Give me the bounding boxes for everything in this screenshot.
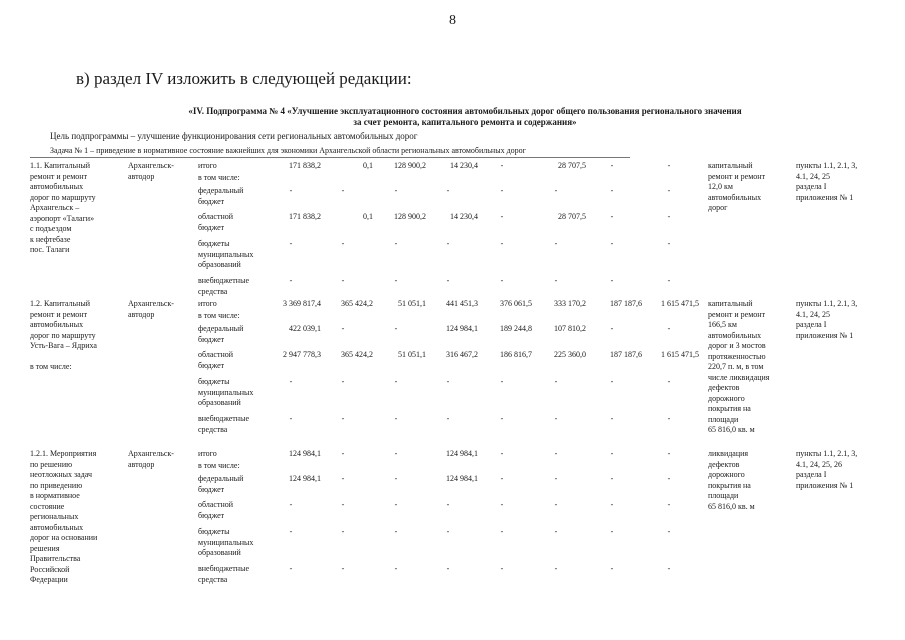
measure-name-line: Архангельск – xyxy=(30,203,80,212)
empty-value-dash: - xyxy=(446,527,450,536)
funding-source-label: итого xyxy=(198,449,217,458)
empty-value-dash: - xyxy=(446,276,450,285)
empty-value-dash: - xyxy=(667,324,671,333)
expected-result-line: капитальный xyxy=(708,299,753,308)
funding-source-label: в том числе: xyxy=(198,311,240,320)
funding-source-label: средства xyxy=(198,424,228,434)
amount-cell: 171 838,2 xyxy=(289,161,321,170)
measure-name-line: автомобильных xyxy=(30,320,84,329)
amount-cell: 14 230,4 xyxy=(450,161,478,170)
funding-source-label: внебюджетные xyxy=(198,414,249,423)
amount-cell: 128 900,2 xyxy=(394,212,426,221)
funding-source-label: итого xyxy=(198,161,217,170)
indicator-link-line: 4.1, 24, 25 xyxy=(796,171,830,181)
empty-value-dash: - xyxy=(289,276,293,285)
empty-value-dash: - xyxy=(610,239,614,248)
empty-value-dash: - xyxy=(341,449,345,458)
funding-source-label: областной xyxy=(198,350,234,359)
amount-cell: 3 369 817,4 xyxy=(283,299,321,308)
empty-value-dash: - xyxy=(610,527,614,536)
empty-value-dash: - xyxy=(341,527,345,536)
empty-value-dash: - xyxy=(289,527,293,536)
amount-cell: 333 170,2 xyxy=(554,299,586,308)
empty-value-dash: - xyxy=(289,414,293,423)
indicator-link-line: пункты 1.1, 2.1, 3, xyxy=(796,449,858,458)
subprogram-goal: Цель подпрограммы – улучшение функционирования сети региональных автомобильных дорог xyxy=(50,131,418,141)
empty-value-dash: - xyxy=(667,239,671,248)
subprogram-title xyxy=(40,106,890,128)
funding-source-label: образований xyxy=(198,548,241,557)
amount-cell: 1 615 471,5 xyxy=(661,299,699,308)
empty-value-dash: - xyxy=(554,414,558,423)
empty-value-dash: - xyxy=(667,414,671,423)
empty-value-dash: - xyxy=(610,324,614,333)
executor-line: Архангельск- xyxy=(128,161,174,170)
funding-source-label: внебюджетные xyxy=(198,564,249,573)
empty-value-dash: - xyxy=(500,161,504,170)
measure-name-line: Федерации xyxy=(30,575,68,584)
funding-source-label: бюджеты xyxy=(198,239,230,248)
empty-value-dash: - xyxy=(500,449,504,458)
funding-source-label: средства xyxy=(198,574,228,584)
empty-value-dash: - xyxy=(554,449,558,458)
empty-value-dash: - xyxy=(341,564,345,573)
expected-result-line: площади xyxy=(708,414,739,424)
empty-value-dash: - xyxy=(394,500,398,509)
empty-value-dash: - xyxy=(610,186,614,195)
empty-value-dash: - xyxy=(500,377,504,386)
measure-name-line: к нефтебазе xyxy=(30,234,71,244)
empty-value-dash: - xyxy=(554,239,558,248)
empty-value-dash: - xyxy=(394,239,398,248)
indicator-link-line: 4.1, 24, 25, 26 xyxy=(796,459,842,469)
funding-source-label: муниципальных xyxy=(198,537,254,547)
measure-name-line: по приведению xyxy=(30,480,83,490)
funding-source-label: федеральный xyxy=(198,474,244,483)
funding-source-label: средства xyxy=(198,286,228,296)
empty-value-dash: - xyxy=(554,474,558,483)
amount-cell: 124 984,1 xyxy=(446,474,478,483)
amount-cell: 316 467,2 xyxy=(446,350,478,359)
amount-cell: 124 984,1 xyxy=(289,474,321,483)
empty-value-dash: - xyxy=(446,500,450,509)
funding-source-label: бюджет xyxy=(198,510,225,520)
amount-cell: 28 707,5 xyxy=(558,161,586,170)
empty-value-dash: - xyxy=(610,161,614,170)
amount-cell: 128 900,2 xyxy=(394,161,426,170)
measure-name-line: аэропорт «Талаги» xyxy=(30,213,95,223)
empty-value-dash: - xyxy=(554,500,558,509)
amount-cell: 376 061,5 xyxy=(500,299,532,308)
expected-result-line: 220,7 п. м, в том xyxy=(708,362,764,371)
empty-value-dash: - xyxy=(610,377,614,386)
empty-value-dash: - xyxy=(610,449,614,458)
empty-value-dash: - xyxy=(500,474,504,483)
indicator-link-line: пункты 1.1, 2.1, 3, xyxy=(796,161,858,170)
empty-value-dash: - xyxy=(394,186,398,195)
funding-source-label: итого xyxy=(198,299,217,308)
indicator-link-line: пункты 1.1, 2.1, 3, xyxy=(796,299,858,308)
empty-value-dash: - xyxy=(500,527,504,536)
measure-name-line: Российской xyxy=(30,564,70,574)
executor-line: автодор xyxy=(128,309,155,319)
amount-cell: 2 947 778,3 xyxy=(283,350,321,359)
funding-source-label: федеральный xyxy=(198,324,244,333)
empty-value-dash: - xyxy=(610,474,614,483)
amount-cell: 124 984,1 xyxy=(446,449,478,458)
expected-result-line: 65 816,0 кв. м xyxy=(708,425,755,434)
funding-source-label: в том числе: xyxy=(198,173,240,182)
empty-value-dash: - xyxy=(341,276,345,285)
measure-name-line: пос. Талаги xyxy=(30,245,70,254)
empty-value-dash: - xyxy=(446,414,450,423)
measure-name-line: решения xyxy=(30,543,60,553)
indicator-link-line: раздела I xyxy=(796,320,827,329)
empty-value-dash: - xyxy=(667,564,671,573)
indicator-link-line: 4.1, 24, 25 xyxy=(796,309,830,319)
measure-name-line: автомобильных xyxy=(30,522,84,532)
indicator-link-line: приложения № 1 xyxy=(796,330,854,340)
expected-result-line: числе ликвидация xyxy=(708,372,770,382)
funding-source-label: областной xyxy=(198,500,234,509)
empty-value-dash: - xyxy=(341,474,345,483)
empty-value-dash: - xyxy=(667,276,671,285)
empty-value-dash: - xyxy=(667,377,671,386)
measure-name-line: ремонт и ремонт xyxy=(30,171,88,181)
indicator-link-line: раздела I xyxy=(796,182,827,191)
empty-value-dash: - xyxy=(289,239,293,248)
empty-value-dash: - xyxy=(610,500,614,509)
empty-value-dash: - xyxy=(500,500,504,509)
indicator-link-line: раздела I xyxy=(796,470,827,479)
amount-cell: 51 051,1 xyxy=(398,299,426,308)
empty-value-dash: - xyxy=(394,276,398,285)
expected-result-line: ликвидация xyxy=(708,449,749,458)
measure-name-line: 1.2.1. Мероприятия xyxy=(30,449,97,458)
expected-result-line: дефектов xyxy=(708,383,740,392)
empty-value-dash: - xyxy=(500,212,504,221)
empty-value-dash: - xyxy=(446,564,450,573)
expected-result-line: 166,5 км xyxy=(708,320,737,329)
amount-cell: 14 230,4 xyxy=(450,212,478,221)
measure-name-line: дорог по маршруту xyxy=(30,192,96,202)
executor-line: автодор xyxy=(128,459,155,469)
measure-name-line: 1.2. Капитальный xyxy=(30,299,91,308)
empty-value-dash: - xyxy=(500,564,504,573)
amount-cell: 124 984,1 xyxy=(289,449,321,458)
subprogram-title-line: за счет ремонта, капитального ремонта и содержания» xyxy=(353,117,577,127)
amount-cell: 1 615 471,5 xyxy=(661,350,699,359)
amount-cell: 365 424,2 xyxy=(341,350,373,359)
amount-cell: 365 424,2 xyxy=(341,299,373,308)
subprogram-title-line: «IV. Подпрограмма № 4 «Улучшение эксплуатационного состояния автомобильных дорог общего пользования регионального значения xyxy=(188,106,742,116)
empty-value-dash: - xyxy=(394,449,398,458)
empty-value-dash: - xyxy=(554,564,558,573)
task-line: Задача № 1 – приведение в нормативное состояние важнейших для экономики Архангельской области региональных автомобильных дорог xyxy=(50,146,526,155)
empty-value-dash: - xyxy=(394,564,398,573)
amount-cell: 186 816,7 xyxy=(500,350,532,359)
empty-value-dash: - xyxy=(394,474,398,483)
empty-value-dash: - xyxy=(289,377,293,386)
measure-name-line: дорог по маршруту xyxy=(30,330,96,340)
amount-cell: 225 360,0 xyxy=(554,350,586,359)
empty-value-dash: - xyxy=(667,500,671,509)
amount-cell: 441 451,3 xyxy=(446,299,478,308)
measure-name-line: дорог на основании xyxy=(30,533,98,542)
amount-cell: 124 984,1 xyxy=(446,324,478,333)
expected-result-line: автомобильных xyxy=(708,192,762,202)
empty-value-dash: - xyxy=(341,186,345,195)
empty-value-dash: - xyxy=(394,377,398,386)
expected-result-line: 12,0 км xyxy=(708,182,733,191)
funding-source-label: внебюджетные xyxy=(198,276,249,285)
funding-source-label: бюджеты xyxy=(198,377,230,386)
empty-value-dash: - xyxy=(289,500,293,509)
expected-result-line: протяженностью xyxy=(708,351,766,361)
funding-source-label: областной xyxy=(198,212,234,221)
measure-name-line: Усть-Вага – Ядриха xyxy=(30,341,97,350)
empty-value-dash: - xyxy=(500,414,504,423)
amount-cell: 422 039,1 xyxy=(289,324,321,333)
amount-cell: 171 838,2 xyxy=(289,212,321,221)
funding-source-label: в том числе: xyxy=(198,461,240,470)
expected-result-line: дорог и 3 мостов xyxy=(708,341,766,350)
expected-result-line: дорожного xyxy=(708,470,745,479)
empty-value-dash: - xyxy=(610,414,614,423)
empty-value-dash: - xyxy=(667,449,671,458)
empty-value-dash: - xyxy=(554,377,558,386)
measure-name-line: неотложных задач xyxy=(30,470,93,479)
expected-result-line: автомобильных xyxy=(708,330,762,340)
empty-value-dash: - xyxy=(341,239,345,248)
amount-cell: 187 187,6 xyxy=(610,350,642,359)
funding-source-label: муниципальных xyxy=(198,249,254,259)
executor-line: автодор xyxy=(128,171,155,181)
empty-value-dash: - xyxy=(667,474,671,483)
expected-result-line: дорог xyxy=(708,203,728,212)
empty-value-dash: - xyxy=(446,239,450,248)
empty-value-dash: - xyxy=(500,239,504,248)
empty-value-dash: - xyxy=(289,564,293,573)
amount-cell: 28 707,5 xyxy=(558,212,586,221)
amount-cell: 107 810,2 xyxy=(554,324,586,333)
measure-name-line: в нормативное xyxy=(30,491,80,500)
indicator-link-line: приложения № 1 xyxy=(796,192,854,202)
funding-source-label: муниципальных xyxy=(198,387,254,397)
expected-result-line: ремонт и ремонт xyxy=(708,171,766,181)
funding-source-label: бюджет xyxy=(198,334,225,344)
measure-name-line: Правительства xyxy=(30,554,81,563)
amount-cell: 0,1 xyxy=(363,161,373,170)
funding-source-label: федеральный xyxy=(198,186,244,195)
funding-source-label: образований xyxy=(198,398,241,407)
empty-value-dash: - xyxy=(341,377,345,386)
expected-result-line: площади xyxy=(708,491,739,500)
expected-result-line: 65 816,0 кв. м xyxy=(708,501,755,511)
empty-value-dash: - xyxy=(394,414,398,423)
empty-value-dash: - xyxy=(667,186,671,195)
empty-value-dash: - xyxy=(341,324,345,333)
measure-name-line: с подъездом xyxy=(30,224,72,233)
measure-name-line: ремонт и ремонт xyxy=(30,309,88,319)
measure-name-line: региональных xyxy=(30,512,79,521)
expected-result-line: капитальный xyxy=(708,161,753,170)
expected-result-line: дорожного xyxy=(708,393,745,403)
empty-value-dash: - xyxy=(500,186,504,195)
empty-value-dash: - xyxy=(500,276,504,285)
expected-result-line: дефектов xyxy=(708,459,740,469)
section-heading: в) раздел IV изложить в следующей редакции: xyxy=(76,69,412,88)
expected-result-line: ремонт и ремонт xyxy=(708,309,766,319)
empty-value-dash: - xyxy=(341,414,345,423)
measure-name-line: 1.1. Капитальный xyxy=(30,161,91,170)
table-top-rule xyxy=(30,157,630,158)
executor-line: Архангельск- xyxy=(128,299,174,308)
measure-name-line: в том числе: xyxy=(30,362,72,371)
empty-value-dash: - xyxy=(341,500,345,509)
empty-value-dash: - xyxy=(446,377,450,386)
empty-value-dash: - xyxy=(667,161,671,170)
empty-value-dash: - xyxy=(446,186,450,195)
empty-value-dash: - xyxy=(394,324,398,333)
empty-value-dash: - xyxy=(394,527,398,536)
empty-value-dash: - xyxy=(554,527,558,536)
funding-source-label: образований xyxy=(198,260,241,269)
funding-source-label: бюджет xyxy=(198,360,225,370)
funding-source-label: бюджет xyxy=(198,222,225,232)
page-number: 8 xyxy=(449,13,456,28)
amount-cell: 187 187,6 xyxy=(610,299,642,308)
empty-value-dash: - xyxy=(554,186,558,195)
measure-name-line: состояние xyxy=(30,501,65,511)
funding-source-label: бюджеты xyxy=(198,527,230,536)
amount-cell: 51 051,1 xyxy=(398,350,426,359)
amount-cell: 0,1 xyxy=(363,212,373,221)
empty-value-dash: - xyxy=(667,212,671,221)
empty-value-dash: - xyxy=(554,276,558,285)
empty-value-dash: - xyxy=(610,276,614,285)
empty-value-dash: - xyxy=(610,564,614,573)
indicator-link-line: приложения № 1 xyxy=(796,480,854,490)
executor-line: Архангельск- xyxy=(128,449,174,458)
measure-name-line: автомобильных xyxy=(30,182,84,191)
measure-name-line: по решению xyxy=(30,459,73,469)
amount-cell: 189 244,8 xyxy=(500,324,532,333)
empty-value-dash: - xyxy=(610,212,614,221)
expected-result-line: покрытия на xyxy=(708,404,751,413)
empty-value-dash: - xyxy=(289,186,293,195)
funding-source-label: бюджет xyxy=(198,196,225,206)
empty-value-dash: - xyxy=(667,527,671,536)
expected-result-line: покрытия на xyxy=(708,480,751,490)
funding-source-label: бюджет xyxy=(198,484,225,494)
